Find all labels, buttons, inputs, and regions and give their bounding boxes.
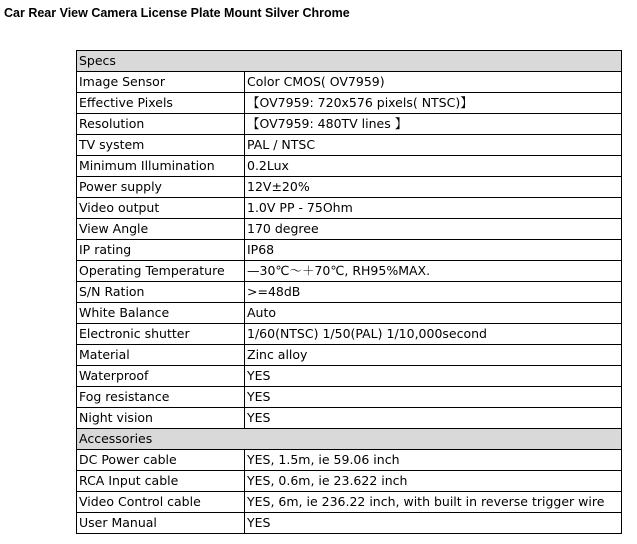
spec-label: View Angle: [77, 219, 245, 240]
spec-value: 1.0V PP - 75Ohm: [245, 198, 622, 219]
spec-label: Video Control cable: [77, 492, 245, 513]
spec-value: >=48dB: [245, 282, 622, 303]
spec-label: TV system: [77, 135, 245, 156]
spec-label: Night vision: [77, 408, 245, 429]
spec-label: Minimum Illumination: [77, 156, 245, 177]
spec-table-body: [77, 51, 622, 534]
section-heading: Accessories: [77, 429, 622, 450]
table-row: [77, 366, 622, 387]
spec-value: PAL / NTSC: [245, 135, 622, 156]
table-row: [77, 114, 622, 135]
spec-value: YES, 1.5m, ie 59.06 inch: [245, 450, 622, 471]
table-row: [77, 450, 622, 471]
spec-label: Power supply: [77, 177, 245, 198]
table-row: [77, 471, 622, 492]
spec-label: Waterproof: [77, 366, 245, 387]
spec-value: YES: [245, 513, 622, 534]
spec-value: YES: [245, 408, 622, 429]
spec-value: YES: [245, 387, 622, 408]
table-row: [77, 492, 622, 513]
spec-value: 1/60(NTSC) 1/50(PAL) 1/10,000second: [245, 324, 622, 345]
section-header-accessories: [77, 429, 622, 450]
table-row: [77, 282, 622, 303]
table-row: [77, 240, 622, 261]
table-row: [77, 408, 622, 429]
spec-value: 【OV7959: 720x576 pixels( NTSC)】: [245, 93, 622, 114]
table-row: [77, 324, 622, 345]
section-header-specs: [77, 51, 622, 72]
spec-label: Material: [77, 345, 245, 366]
spec-label: Fog resistance: [77, 387, 245, 408]
table-row: [77, 219, 622, 240]
spec-value: —30℃～＋70℃, RH95%MAX.: [245, 261, 622, 282]
table-row: [77, 513, 622, 534]
section-heading: Specs: [77, 51, 622, 72]
spec-value: IP68: [245, 240, 622, 261]
table-row: [77, 177, 622, 198]
table-row: [77, 261, 622, 282]
spec-value: YES, 6m, ie 236.22 inch, with built in reverse trigger wire: [245, 492, 622, 513]
spec-label: Resolution: [77, 114, 245, 135]
spec-value: 0.2Lux: [245, 156, 622, 177]
spec-value: Auto: [245, 303, 622, 324]
spec-value: 12V±20%: [245, 177, 622, 198]
table-row: [77, 135, 622, 156]
spec-value: YES: [245, 366, 622, 387]
spec-value: Zinc alloy: [245, 345, 622, 366]
table-row: [77, 156, 622, 177]
spec-label: Video output: [77, 198, 245, 219]
spec-label: White Balance: [77, 303, 245, 324]
table-row: [77, 303, 622, 324]
spec-table: [76, 50, 622, 534]
spec-value: YES, 0.6m, ie 23.622 inch: [245, 471, 622, 492]
spec-value: 170 degree: [245, 219, 622, 240]
table-row: [77, 198, 622, 219]
table-row: [77, 93, 622, 114]
table-row: [77, 72, 622, 93]
spec-label: RCA Input cable: [77, 471, 245, 492]
spec-value: Color CMOS( OV7959): [245, 72, 622, 93]
spec-label: Effective Pixels: [77, 93, 245, 114]
spec-label: Operating Temperature: [77, 261, 245, 282]
spec-label: User Manual: [77, 513, 245, 534]
spec-value: 【OV7959: 480TV lines 】: [245, 114, 622, 135]
table-row: [77, 345, 622, 366]
spec-label: Electronic shutter: [77, 324, 245, 345]
table-row: [77, 387, 622, 408]
spec-label: S/N Ration: [77, 282, 245, 303]
spec-label: DC Power cable: [77, 450, 245, 471]
spec-label: IP rating: [77, 240, 245, 261]
page-title: Car Rear View Camera License Plate Mount Silver Chrome: [4, 6, 350, 20]
spec-label: Image Sensor: [77, 72, 245, 93]
